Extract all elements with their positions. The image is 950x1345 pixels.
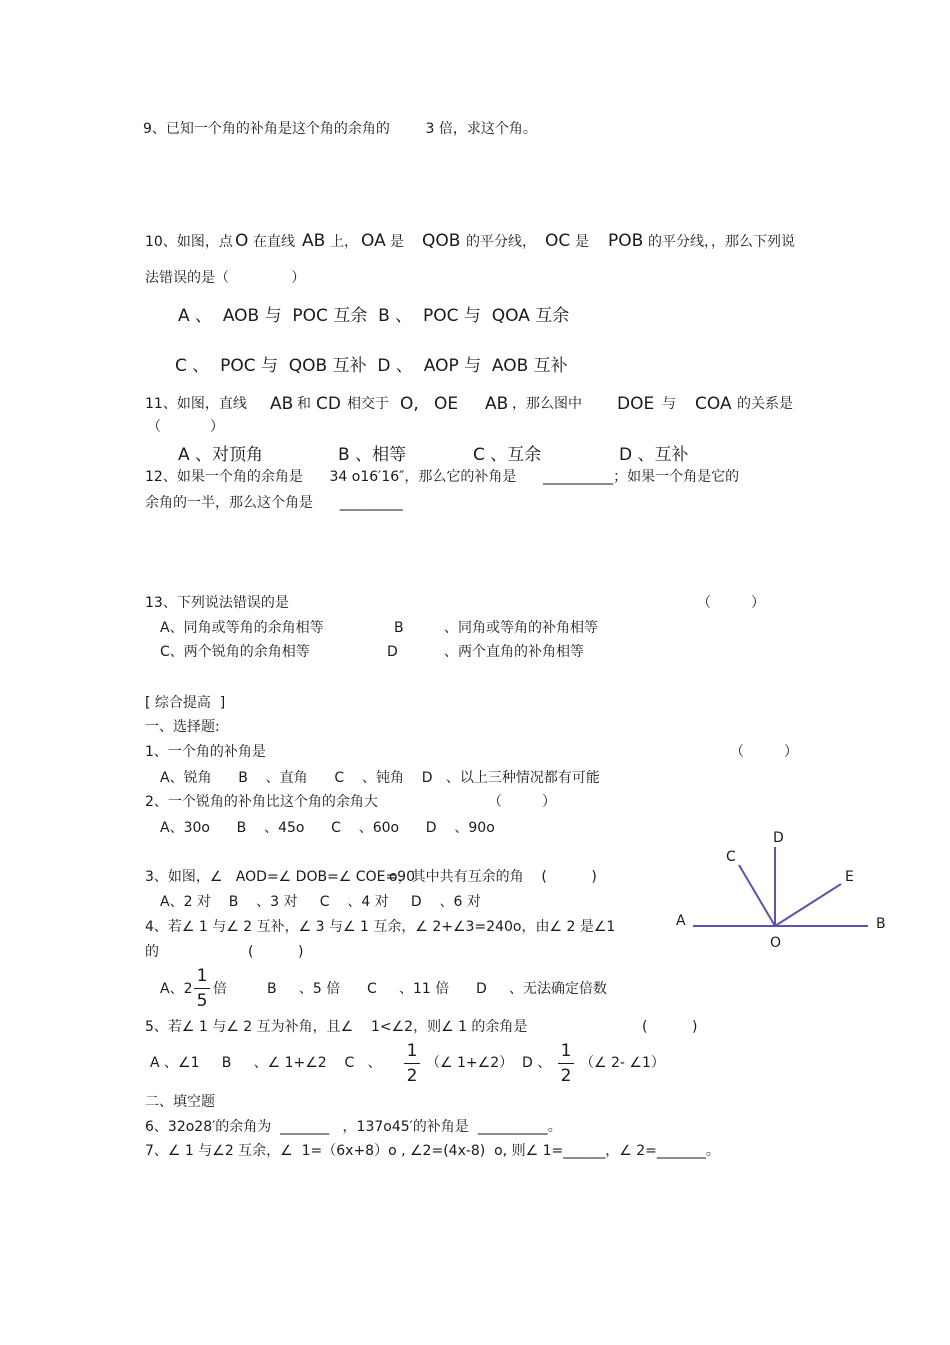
problem-5-stem: 5、若∠ 1 与∠ 2 互为补角，且∠ 1<∠2，则∠ 1 的余角是 (145, 1019, 528, 1035)
problem-2-options: A、30o B 、45o C 、60o D 、90o (160, 820, 495, 836)
problem-1-options: A、锐角 B 、直角 C 、钝角 D 、以上三种情况都有可能 (160, 770, 600, 786)
question-13-option-b: 、同角或等角的补角相等 (444, 620, 598, 636)
question-13-stem: 13、下列说法错误的是 (145, 595, 289, 611)
label-a: A (676, 913, 686, 929)
section-title: [ 综合提高 ] (145, 695, 226, 711)
label-b: B (876, 916, 886, 932)
fraction-one-half-d: 1 2 (558, 1043, 574, 1085)
problem-3-options: A、2 对 B 、3 对 C 、4 对 D 、6 对 (160, 894, 481, 910)
problem-2-paren: （ ） (488, 794, 557, 810)
problem-3-stem: 3、如图，∠ AOD=∠ DOB=∠ COE=90 (145, 869, 415, 885)
question-13-option-b-letter: B (394, 620, 404, 636)
ray-oc (739, 865, 775, 926)
problem-3-stem-2: o，其中共有互余的角 ( ) (389, 869, 597, 885)
problem-6: 6、32o28′的余角为 _______ ，137o45′的补角是 __________。 (145, 1119, 562, 1135)
question-11-option-d: D 、互补 (619, 445, 689, 465)
problem-5-paren: ( ) (642, 1019, 698, 1035)
problem-2-stem: 2、一个锐角的补角比这个角的余角大 (145, 794, 378, 810)
question-12-line2: 余角的一半，那么这个角是 _________ (145, 495, 403, 511)
question-11-paren: （ ） (147, 419, 224, 435)
fraction-one-fifth: 1 5 (194, 968, 210, 1010)
problem-4-line1: 4、若∠ 1 与∠ 2 互补，∠ 3 与∠ 1 互余，∠ 2+∠3=240o，由∠ 2 是∠1 (145, 919, 616, 935)
question-13-paren: （ ） (697, 595, 766, 611)
question-10-option-ab: A 、 AOB 与 POC 互余 B 、 POC 与 QOA 互余 (178, 306, 570, 326)
label-c: C (726, 849, 736, 865)
part-2-heading: 二、填空题 (145, 1094, 215, 1110)
question-11-option-b: B 、相等 (338, 445, 407, 465)
question-13-option-d-letter: D (387, 644, 398, 660)
problem-4-line2: 的 ( ) (145, 944, 304, 960)
question-10-line2: 法错误的是（ ） (145, 270, 306, 286)
part-1-heading: 一、选择题: (145, 719, 220, 735)
question-13-option-d: 、两个直角的补角相等 (444, 644, 584, 660)
question-11-option-c: C 、互余 (473, 445, 542, 465)
problem-1-stem: 1、一个角的补角是 (145, 744, 266, 760)
question-12-line1: 12、如果一个角的余角是 34 o16′16″，那么它的补角是 __________；如果一个角是它的 (145, 469, 740, 485)
problem-1-paren: （ ） (730, 744, 799, 760)
question-9: 9、已知一个角的补角是这个角的余角的 3 倍，求这个角。 (143, 121, 537, 137)
question-10-option-cd: C 、 POC 与 QOB 互补 D 、 AOP 与 AOB 互补 (175, 356, 568, 376)
label-o: O (770, 935, 782, 951)
question-11-option-a: A 、对顶角 (178, 445, 264, 465)
question-13-option-a: A、同角或等角的余角相等 (160, 620, 324, 636)
label-e: E (845, 869, 854, 885)
problem-7: 7、∠ 1 与∠2 互余，∠ 1=（6x+8）o , ∠2=(4x-8) o, 则∠ 1=______，∠ 2=_______。 (145, 1143, 720, 1159)
angle-figure (668, 822, 898, 957)
fraction-one-half-c: 1 2 (404, 1043, 420, 1085)
question-13-option-c: C、两个锐角的余角相等 (160, 644, 310, 660)
ray-oe (775, 884, 841, 926)
label-d: D (773, 830, 784, 846)
